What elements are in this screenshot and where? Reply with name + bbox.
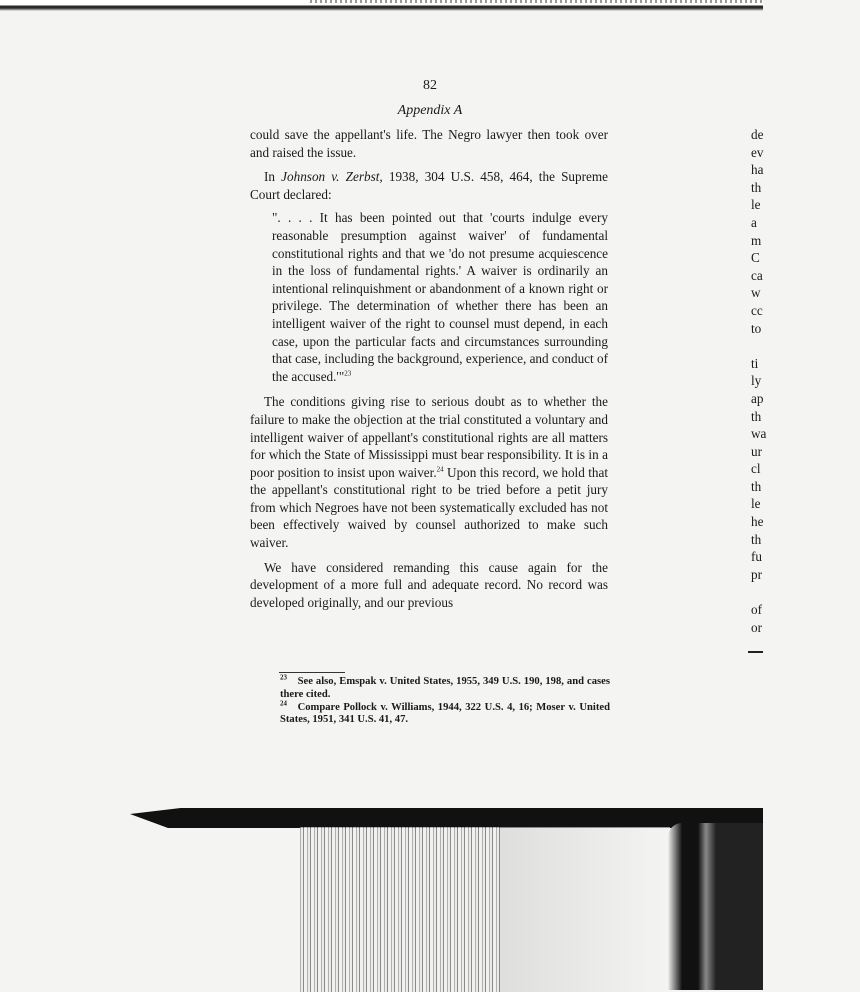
page-number: 82 — [423, 78, 437, 93]
block-quote — [272, 209, 608, 385]
scan-fade — [500, 827, 670, 992]
main-text-column — [250, 126, 608, 611]
margin-fragment: ur — [751, 443, 762, 459]
text-span: Upon this record, we hold that the appellant's constitutional right to be tried before a petit jury from which Negroes have not been systematically excluded has not been effectively waived by counsel authorized to make such waiver. — [250, 464, 608, 551]
margin-fragment: he — [751, 514, 764, 530]
footnote-mark: 24 — [280, 699, 287, 708]
margin-fragment: to — [751, 320, 762, 336]
margin-fragment: wa — [751, 426, 767, 442]
footnote-divider — [279, 672, 345, 673]
case-name: Johnson v. Zerbst, — [281, 169, 383, 185]
footnote — [280, 673, 610, 702]
text-span: 1938, 304 U.S. 458, 464, the Supreme Court declared: — [250, 169, 608, 202]
paragraph: We have considered remanding this cause again for the development of a more full and adequate record. No record was developed originally, and our previous — [250, 559, 608, 610]
margin-fragment: cc — [751, 302, 763, 318]
adjacent-page-rule — [748, 651, 763, 653]
margin-fragment — [751, 337, 765, 355]
text-span: The conditions giving rise to serious doubt as to whether the failure to make the objection at the trial constituted a voluntary and intelligent waiver of appellant's constitutional rights are all matters for which the State of Mississippi must bear responsibility. It is in a poor position to insist upon waiver. — [250, 394, 608, 480]
margin-fragment: ap — [751, 390, 764, 406]
paragraph — [250, 168, 608, 203]
scan-streaks — [300, 827, 500, 992]
margin-fragment: fu — [751, 549, 762, 565]
footnote-mark: 23 — [280, 673, 287, 682]
scan-dark-edge — [668, 823, 763, 990]
adjacent-page-fragment — [751, 126, 765, 636]
margin-fragment: C — [751, 250, 760, 266]
paragraph: could save the appellant's life. The Negro lawyer then took over and raised the issue. — [250, 127, 608, 160]
scan-dark-band — [130, 808, 763, 828]
footnote-ref: 24 — [436, 465, 444, 474]
footnotes — [280, 673, 610, 727]
footnote-ref: 23 — [344, 369, 352, 378]
margin-fragment: or — [751, 619, 762, 635]
margin-fragment: m — [751, 232, 762, 248]
margin-fragment: a — [751, 214, 757, 230]
footnote-text: Compare Pollock v. Williams, 1944, 322 U.S. 4, 16; Moser v. United States, 1951, 341 U.S. 41, 47. — [280, 701, 610, 726]
margin-fragment: ly — [751, 373, 762, 389]
margin-fragment: of — [751, 602, 762, 618]
margin-fragment: th — [751, 531, 762, 547]
margin-fragment: le — [751, 197, 761, 213]
margin-fragment: pr — [751, 566, 762, 582]
text-span: In — [264, 169, 282, 185]
margin-fragment: th — [751, 478, 762, 494]
scan-bottom-artifact — [0, 805, 763, 990]
margin-fragment: ti — [751, 355, 759, 371]
margin-fragment: cl — [751, 461, 761, 477]
margin-fragment: ev — [751, 144, 764, 160]
margin-fragment: ca — [751, 267, 763, 283]
margin-fragment: de — [751, 127, 764, 142]
margin-fragment: le — [751, 496, 761, 512]
margin-fragment: th — [751, 179, 762, 195]
quote-text: ". . . . It has been pointed out that 'courts indulge every reasonable presumption against waiver' of fundamental constitutional rights and that we 'do not presume acquiescence in the loss of fundamental rights.' A waiver is ordinarily an intentional relinquishment or abandonment of a known right or privilege. The determination of whether there has been an intelligent waiver of the right to counsel must depend, in each case, upon the particular facts and circumstances surrounding that case, including the background, experience, and conduct of the accused.'" — [272, 210, 608, 384]
footnote-text: See also, Emspak v. United States, 1955, 349 U.S. 190, 198, and cases there cited. — [280, 676, 610, 700]
page-heading: Appendix A — [397, 103, 463, 118]
margin-fragment: ha — [751, 162, 764, 178]
scan-top-dots — [310, 0, 763, 3]
margin-fragment — [751, 583, 765, 601]
margin-fragment: w — [751, 285, 761, 301]
paragraph — [250, 393, 608, 551]
margin-fragment: th — [751, 408, 762, 424]
footnote — [280, 699, 610, 728]
